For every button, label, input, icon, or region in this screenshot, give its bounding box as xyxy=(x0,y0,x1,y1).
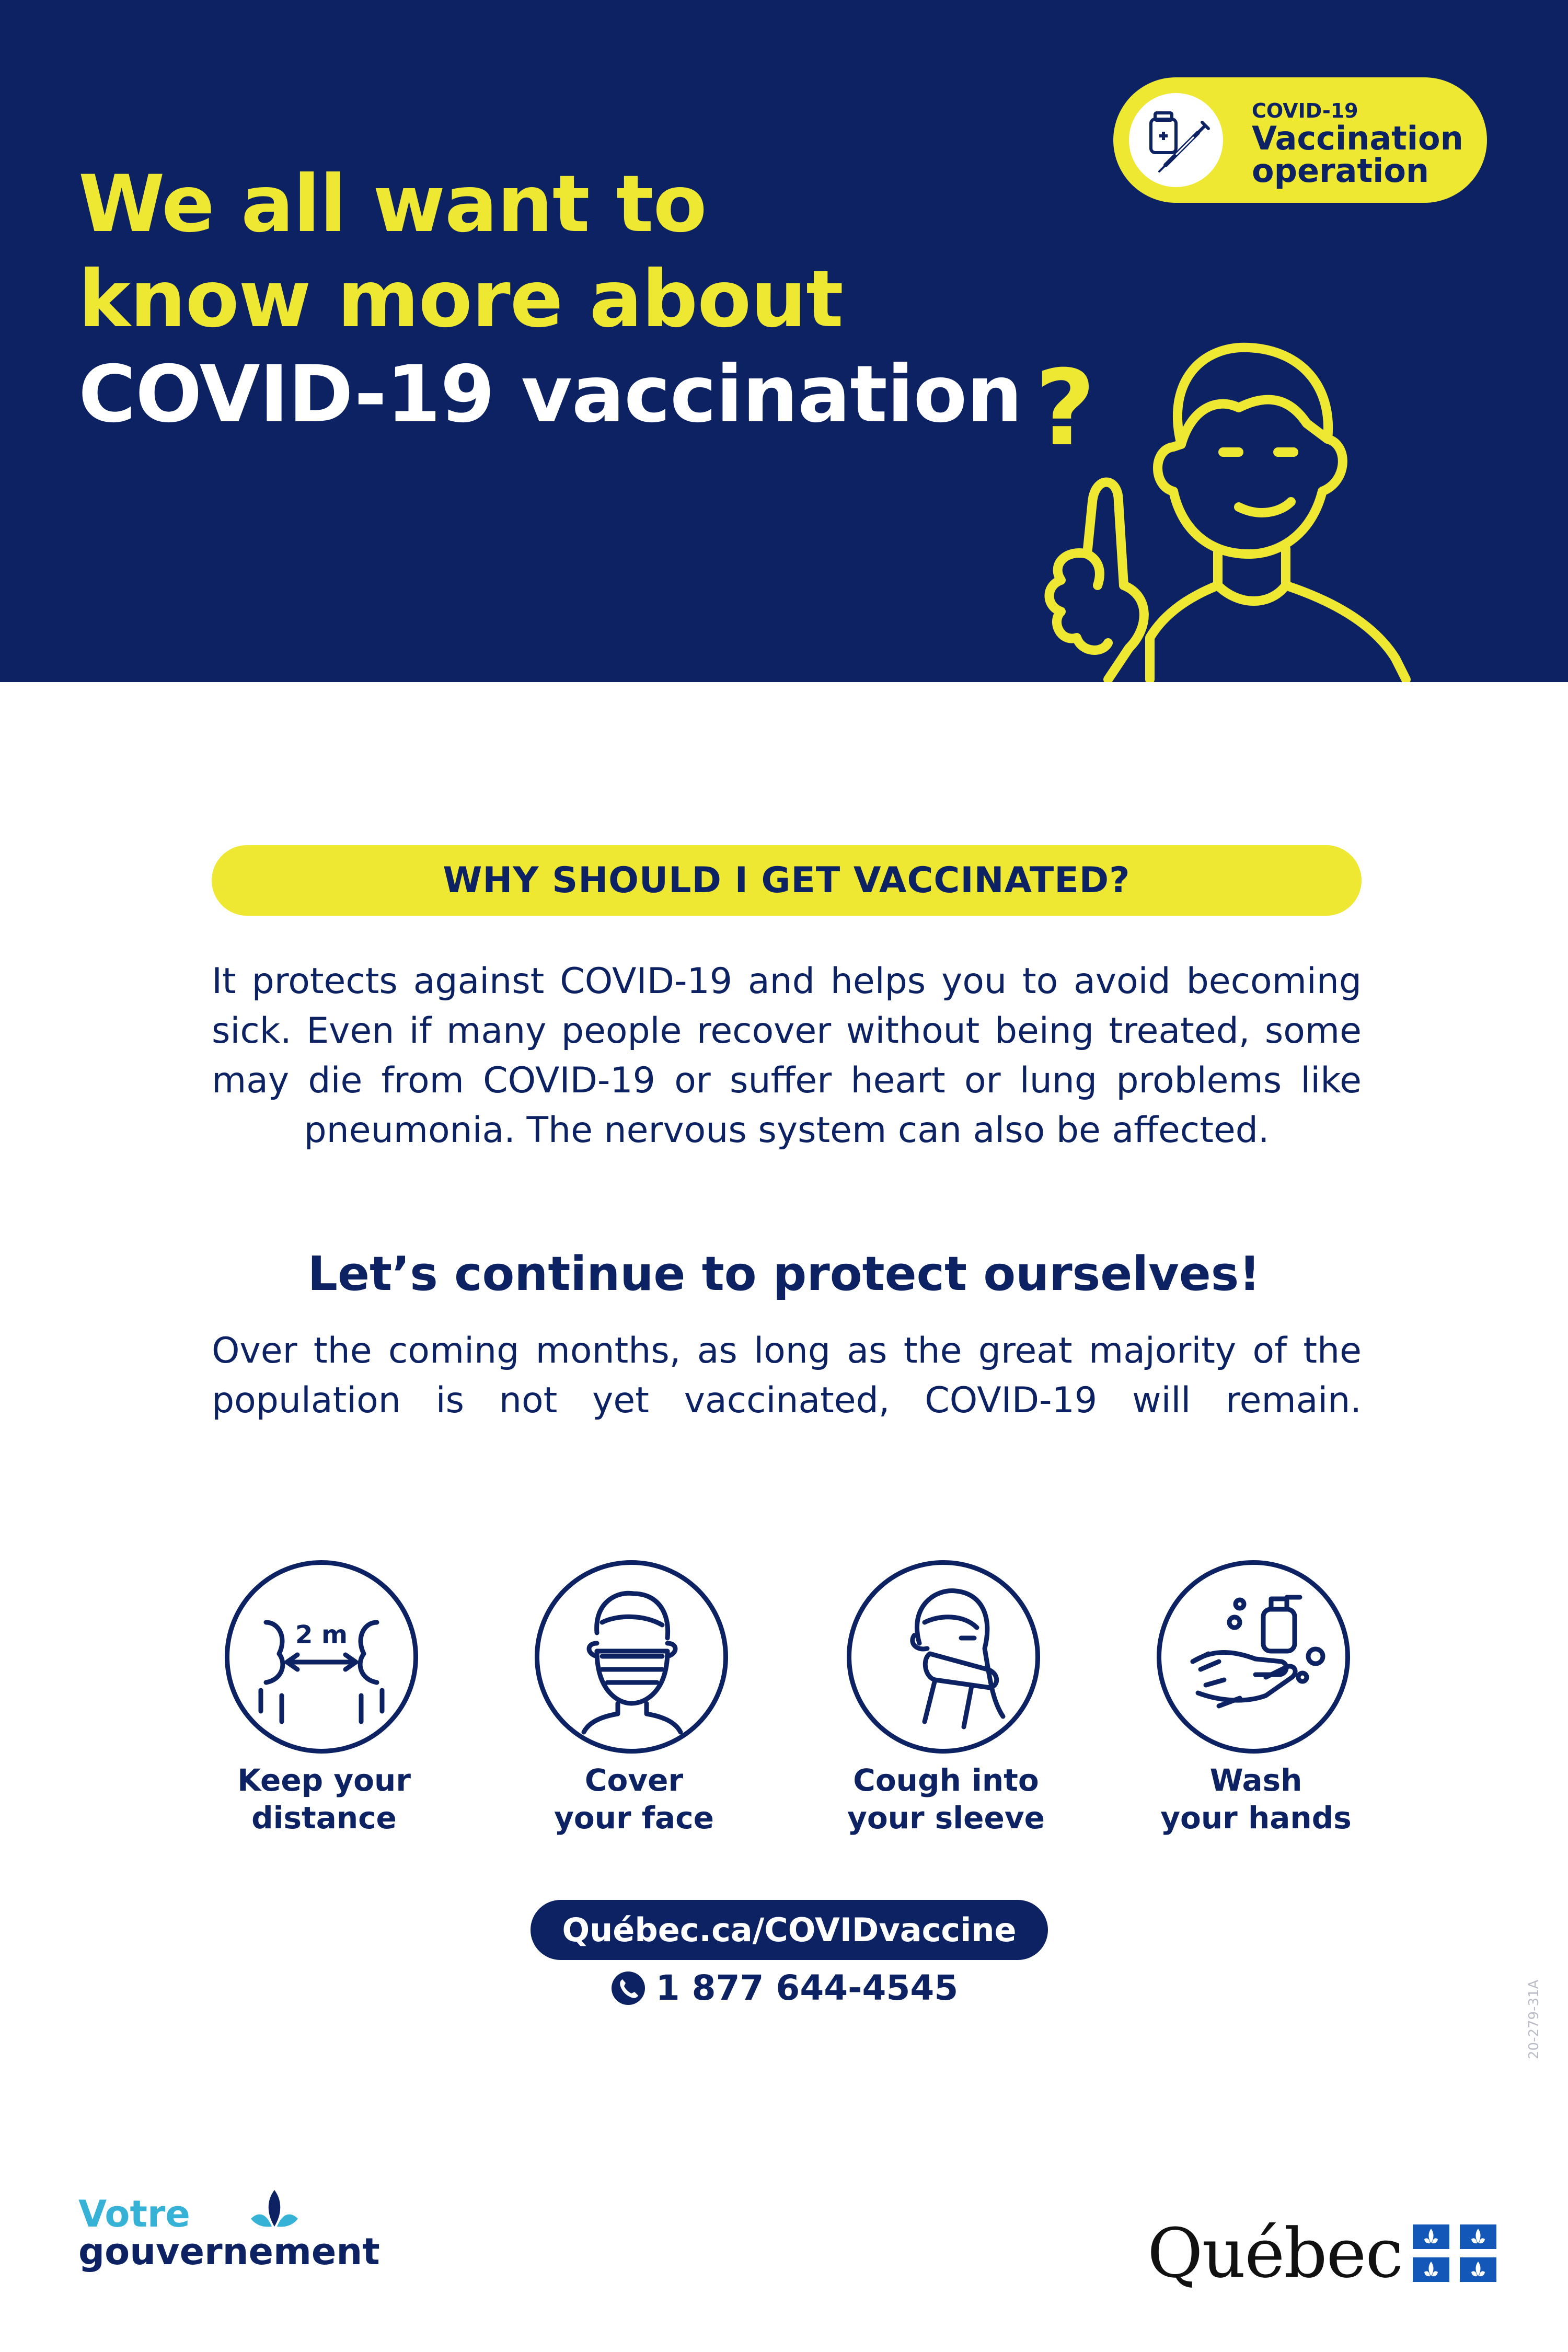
measure-label-line-2: your hands xyxy=(1160,1800,1352,1836)
website-url[interactable]: Québec.ca/COVIDvaccine xyxy=(562,1911,1017,1949)
header-banner xyxy=(0,0,1568,682)
vaccination-operation-badge xyxy=(1113,77,1487,203)
measure-label xyxy=(503,1761,765,1837)
document-number: 20-279-31A xyxy=(1526,1979,1542,2059)
headline-line-1: We all want to xyxy=(78,159,707,250)
headline xyxy=(78,157,1022,442)
headline-line-3: COVID-19 vaccination xyxy=(78,349,1022,440)
phone-icon xyxy=(610,1970,647,2007)
headline-line-2: know more about xyxy=(78,254,843,345)
measure-label-line-1: Wash xyxy=(1209,1762,1302,1798)
measure-label-line-1: Keep your xyxy=(237,1762,411,1798)
thinking-person-illustration xyxy=(993,303,1516,682)
quebec-flag-icon xyxy=(1413,2224,1496,2282)
quebec-wordmark: Québec xyxy=(1147,2213,1403,2293)
protect-paragraph: Over the coming months, as long as the great majority of the population is not yet vaccinated, COVID-19 will remain. xyxy=(212,1330,1362,1421)
badge-icon-circle xyxy=(1129,93,1223,187)
measure-label-line-2: your sleeve xyxy=(847,1800,1045,1836)
mask-icon xyxy=(535,1560,728,1754)
website-link[interactable] xyxy=(531,1900,1048,1960)
measure-label xyxy=(193,1761,455,1837)
badge-title-line-2: operation xyxy=(1252,152,1429,190)
fleur-de-lis-icon xyxy=(246,2190,303,2237)
why-vaccinate-paragraph: It protects against COVID-19 and helps you to avoid becoming sick. Even if many people recover without being treated, some may die from COVID-19 or suffer heart or lung problems like pneumonia. The nervous system can also be affected. xyxy=(212,961,1362,1151)
votre-gouvernement-logo xyxy=(78,2193,380,2273)
measure-label-line-1: Cough into xyxy=(853,1762,1039,1798)
phone-line xyxy=(0,1968,1568,2008)
distance-icon-label: 2 m xyxy=(295,1620,348,1650)
measure-label xyxy=(1125,1761,1387,1837)
handwash-icon xyxy=(1157,1560,1350,1754)
sleeve-icon xyxy=(847,1560,1040,1754)
badge-text xyxy=(1252,99,1463,190)
quebec-logo xyxy=(1147,2213,1496,2293)
measure-label xyxy=(815,1761,1077,1837)
measure-label-line-1: Cover xyxy=(584,1762,684,1798)
badge-small-label: COVID-19 xyxy=(1252,99,1358,122)
why-vaccinate-heading: WHY SHOULD I GET VACCINATED? xyxy=(443,860,1131,901)
measure-label-line-2: distance xyxy=(251,1800,397,1836)
why-vaccinate-banner xyxy=(212,845,1362,916)
votre-gouvernement-line-2: gouvernement xyxy=(78,2230,380,2273)
distance-icon xyxy=(225,1560,418,1754)
votre-gouvernement-line-1: Votre xyxy=(78,2193,190,2235)
question-mark: ? xyxy=(1035,348,1096,469)
badge-title-line-1: Vaccination xyxy=(1252,119,1463,157)
measure-label-line-2: your face xyxy=(554,1800,714,1836)
protect-heading: Let’s continue to protect ourselves! xyxy=(307,1247,1261,1301)
phone-number[interactable]: 1 877 644-4545 xyxy=(655,1968,959,2008)
syringe-vial-icon xyxy=(1139,103,1213,177)
